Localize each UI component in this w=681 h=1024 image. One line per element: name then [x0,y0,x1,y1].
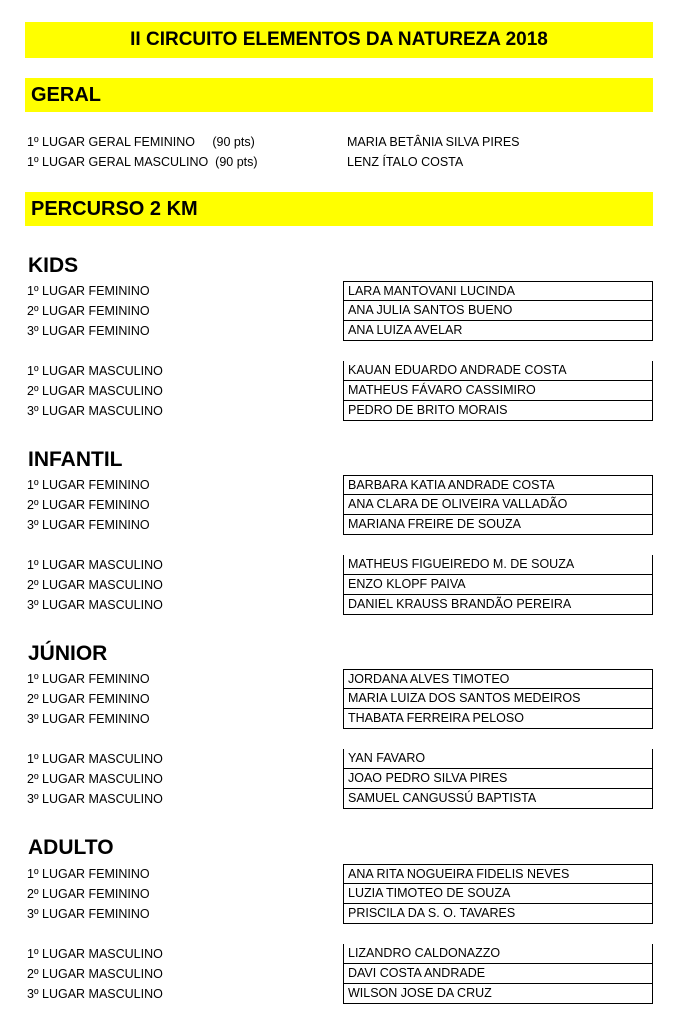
ranking-row [27,301,653,321]
category-heading-junior: JÚNIOR [28,642,108,665]
athlete-name: LUZIA TIMOTEO DE SOUZA [343,884,653,904]
athlete-name: LIZANDRO CALDONAZZO [343,944,653,964]
section-heading-percurso: PERCURSO 2 KM [25,192,653,226]
ranking-row [27,495,653,515]
category-heading-infantil: INFANTIL [28,448,123,471]
athlete-name: JORDANA ALVES TIMOTEO [343,669,653,689]
place-label: 2º LUGAR MASCULINO [27,578,163,592]
place-label: 3º LUGAR FEMININO [27,324,150,338]
place-label: 3º LUGAR FEMININO [27,907,150,921]
athlete-name: WILSON JOSE DA CRUZ [343,984,653,1004]
place-label: 2º LUGAR FEMININO [27,304,150,318]
athlete-name: MATHEUS FIGUEIREDO M. DE SOUZA [343,555,653,575]
ranking-row [27,475,653,495]
athlete-name: ANA CLARA DE OLIVEIRA VALLADÃO [343,495,653,515]
place-label: 2º LUGAR MASCULINO [27,384,163,398]
place-label: 1º LUGAR MASCULINO [27,558,163,572]
place-label: 1º LUGAR MASCULINO [27,947,163,961]
ranking-row [27,789,653,809]
place-label: 1º LUGAR FEMININO [27,284,150,298]
athlete-name: ENZO KLOPF PAIVA [343,575,653,595]
athlete-name: JOAO PEDRO SILVA PIRES [343,769,653,789]
geral-label: 1º LUGAR GERAL MASCULINO (90 pts) [27,155,258,169]
place-label: 3º LUGAR MASCULINO [27,598,163,612]
ranking-row [27,381,653,401]
athlete-name: ANA LUIZA AVELAR [343,321,653,341]
ranking-row [27,884,653,904]
ranking-row [27,555,653,575]
place-label: 3º LUGAR FEMININO [27,518,150,532]
place-label: 2º LUGAR FEMININO [27,887,150,901]
athlete-name: BARBARA KATIA ANDRADE COSTA [343,475,653,495]
place-label: 3º LUGAR MASCULINO [27,987,163,1001]
ranking-row [27,984,653,1004]
ranking-row [27,964,653,984]
athlete-name: THABATA FERREIRA PELOSO [343,709,653,729]
place-label: 2º LUGAR FEMININO [27,498,150,512]
athlete-name: MARIA LUIZA DOS SANTOS MEDEIROS [343,689,653,709]
ranking-row [27,669,653,689]
place-label: 3º LUGAR MASCULINO [27,404,163,418]
place-label: 1º LUGAR FEMININO [27,478,150,492]
athlete-name: MARIANA FREIRE DE SOUZA [343,515,653,535]
ranking-row [27,321,653,341]
ranking-row [27,401,653,421]
athlete-name: KAUAN EDUARDO ANDRADE COSTA [343,361,653,381]
geral-winner-name: MARIA BETÂNIA SILVA PIRES [347,135,520,149]
place-label: 1º LUGAR FEMININO [27,672,150,686]
athlete-name: DANIEL KRAUSS BRANDÃO PEREIRA [343,595,653,615]
ranking-row [27,904,653,924]
athlete-name: DAVI COSTA ANDRADE [343,964,653,984]
ranking-row [27,749,653,769]
athlete-name: MATHEUS FÁVARO CASSIMIRO [343,381,653,401]
geral-label: 1º LUGAR GERAL FEMININO (90 pts) [27,135,255,149]
athlete-name: LARA MANTOVANI LUCINDA [343,281,653,301]
place-label: 3º LUGAR MASCULINO [27,792,163,806]
document-title: II CIRCUITO ELEMENTOS DA NATUREZA 2018 [25,22,653,58]
category-heading-kids: KIDS [28,254,79,277]
place-label: 1º LUGAR MASCULINO [27,364,163,378]
ranking-row [27,595,653,615]
ranking-row [27,361,653,381]
section-heading-geral: GERAL [25,78,653,112]
ranking-row [27,709,653,729]
category-heading-adulto: ADULTO [28,836,114,859]
ranking-row [27,769,653,789]
ranking-row [27,575,653,595]
athlete-name: ANA RITA NOGUEIRA FIDELIS NEVES [343,864,653,884]
ranking-row [27,864,653,884]
athlete-name: ANA JULIA SANTOS BUENO [343,301,653,321]
athlete-name: PEDRO DE BRITO MORAIS [343,401,653,421]
ranking-row [27,281,653,301]
ranking-row [27,515,653,535]
ranking-row [27,689,653,709]
place-label: 3º LUGAR FEMININO [27,712,150,726]
place-label: 1º LUGAR FEMININO [27,867,150,881]
athlete-name: PRISCILA DA S. O. TAVARES [343,904,653,924]
athlete-name: YAN FAVARO [343,749,653,769]
athlete-name: SAMUEL CANGUSSÚ BAPTISTA [343,789,653,809]
ranking-row [27,944,653,964]
place-label: 2º LUGAR FEMININO [27,692,150,706]
place-label: 1º LUGAR MASCULINO [27,752,163,766]
geral-winner-name: LENZ ÍTALO COSTA [347,155,464,169]
place-label: 2º LUGAR MASCULINO [27,967,163,981]
place-label: 2º LUGAR MASCULINO [27,772,163,786]
